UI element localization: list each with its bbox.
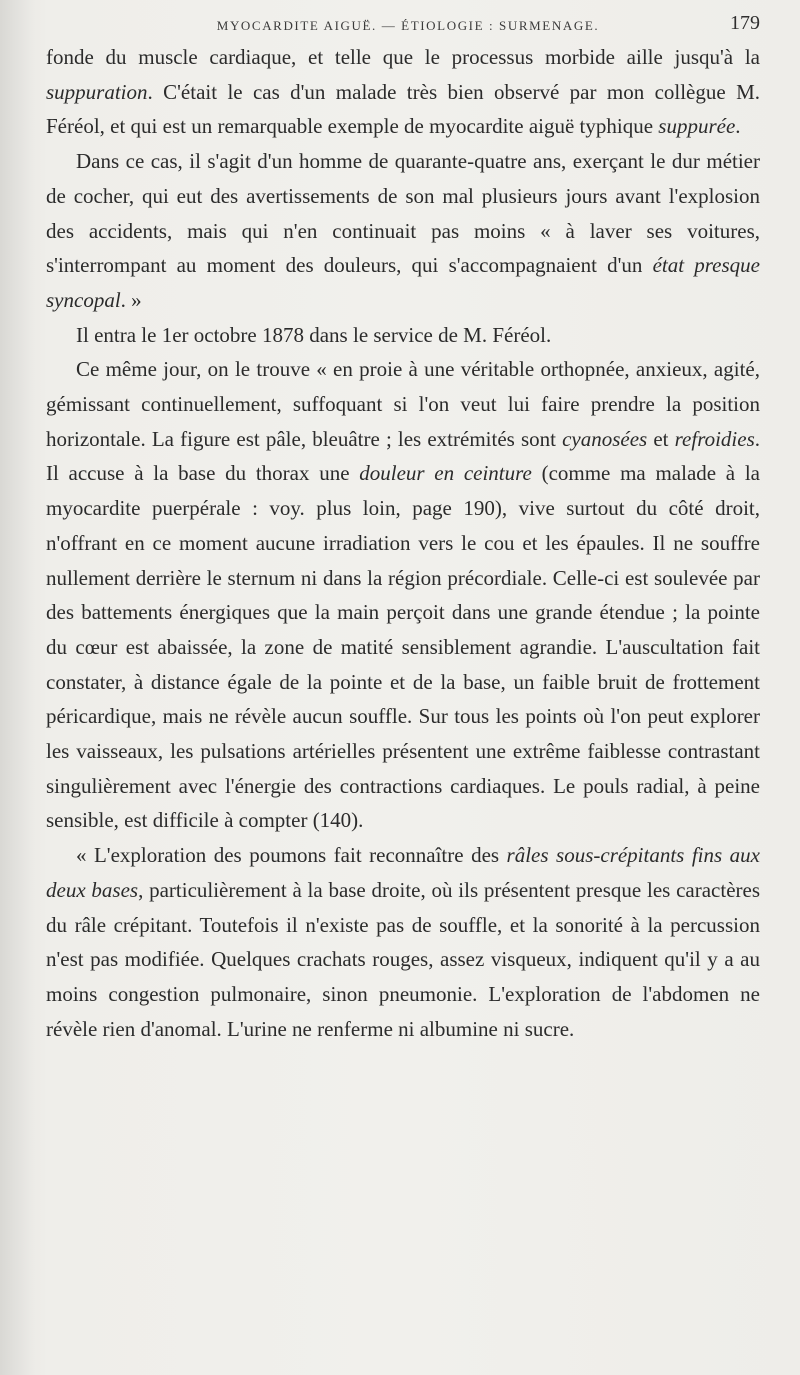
- text-run: Ce même jour, on le trouve « en proie à une véritable orthopnée, anxieux, agité, gémissant continuellement, suffoquant si l'on veut lui faire prendre la position horizontale. La figure est pâle, bleuâtre ; les extrémités sont: [46, 357, 760, 451]
- text-run: , particulièrement à la base droite, où ils présentent presque les caractères du râle crépitant. Toutefois il n'existe pas de souffle, et la sonorité à la percussion n'est pas modifiée. Quelques crachats rouges, assez visqueux, indiquent qu'il y a au moins congestion pulmonaire, sinon pneumonie. L'exploration de l'abdomen ne révèle rien d'anomal. L'urine ne renferme ni albumine ni sucre.: [46, 877, 761, 1041]
- running-head: [0, 8, 800, 38]
- paragraph: [46, 144, 760, 318]
- italic-text: refroidies: [674, 426, 755, 451]
- text-run: .: [735, 114, 741, 139]
- gutter-shadow: [0, 0, 34, 1375]
- text-run: . »: [120, 287, 142, 312]
- italic-text: douleur en ceinture: [359, 461, 532, 486]
- italic-text: suppuration: [46, 79, 148, 104]
- text-run: . Il accuse à la base du thorax une: [46, 426, 761, 486]
- text-run: fonde du muscle cardiaque, et telle que le processus morbide aille jusqu'à la: [46, 45, 760, 69]
- running-title: MYOCARDITE AIGUË. — ÉTIOLOGIE : SURMENAGE.: [216, 18, 600, 33]
- italic-text: état presque syncopal: [46, 253, 760, 312]
- paragraph: [46, 318, 760, 353]
- text-run: Il entra le 1er octobre 1878 dans le service de M. Féréol.: [76, 322, 552, 347]
- italic-text: suppurée: [658, 114, 736, 139]
- italic-text: râles sous-crépitants fins aux deux bases: [46, 843, 760, 902]
- text-run: et: [647, 426, 675, 451]
- page-number: 179: [730, 12, 760, 34]
- paragraph: [46, 40, 760, 144]
- text-run: . C'était le cas d'un malade très bien observé par mon collègue M. Féréol, et qui est un remarquable exemple de myocardite aiguë typhique: [46, 79, 760, 139]
- paragraph: [46, 838, 760, 1046]
- text-run: (comme ma malade à la myocardite puerpérale : voy. plus loin, page 190), vive surtout du côté droit, n'offrant en ce moment aucune irradiation vers le cou et les épaules. Il ne souffre nullement derrière le sternum ni dans la région précordiale. Celle-ci est soulevée par des battements énergiques que la main perçoit dans une grande étendue ; la pointe du cœur est abaissée, la zone de matité sensiblement agrandie. L'auscultation fait constater, à distance égale de la pointe et de la base, un faible bruit de frottement péricardique, mais ne révèle aucun souffle. Sur tous les points où l'on peut explorer les vaisseaux, les pulsations artérielles présentent une extrême faiblesse contrastant singulièrement avec l'énergie des contractions cardiaques. Le pouls radial, à peine sensible, est difficile à compter (140).: [46, 461, 760, 833]
- paragraph: [46, 352, 760, 838]
- body-text: [46, 40, 760, 1046]
- text-run: Dans ce cas, il s'agit d'un homme de quarante-quatre ans, exerçant le dur métier de cocher, qui eut des avertissements de son mal plusieurs jours avant l'explosion des accidents, mais qui n'en continuait pas moins « à laver ses voitures, s'interrompant au moment des douleurs, qui s'accompagnaient d'un: [46, 149, 760, 278]
- text-run: « L'exploration des poumons fait reconnaître des: [76, 843, 507, 868]
- italic-text: cyanosées: [562, 426, 648, 451]
